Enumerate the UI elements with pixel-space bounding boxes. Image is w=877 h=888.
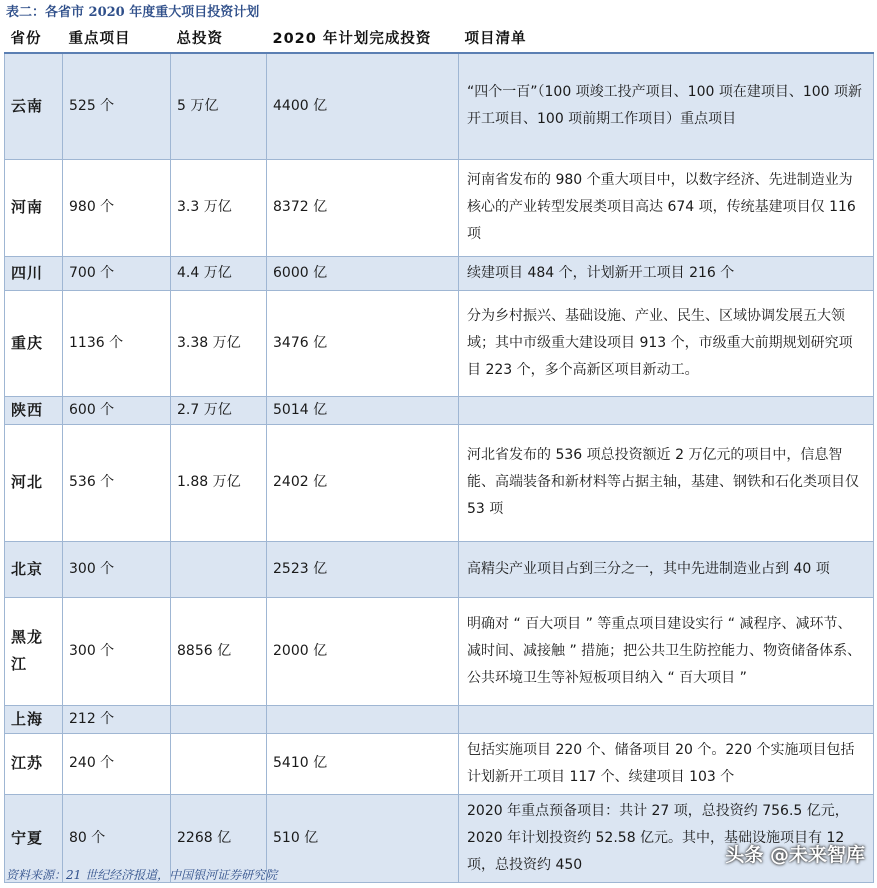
- cell-province: 陕西: [5, 396, 63, 424]
- cell-desc: 河南省发布的 980 个重大项目中，以数字经济、先进制造业为核心的产业转型发展类项目高达 674 项，传统基建项目仅 116 项: [459, 159, 874, 256]
- cell-total: 8856 亿: [171, 597, 267, 705]
- cell-desc: 河北省发布的 536 项总投资额近 2 万亿元的项目中，信息智能、高端装备和新材料等占据主轴，基建、钢铁和石化类项目仅 53 项: [459, 424, 874, 541]
- cell-province: 重庆: [5, 290, 63, 396]
- cell-plan2020: 2402 亿: [267, 424, 459, 541]
- cell-total: [171, 705, 267, 733]
- cell-plan2020: [267, 705, 459, 733]
- table-row: [5, 541, 874, 597]
- cell-desc: 2020 年重点预备项目：共计 27 项，总投资约 756.5 亿元，2020 年计划投资约 52.58 亿元。其中，基础设施项目有 12 项，总投资约 450: [459, 794, 874, 882]
- table-row: [5, 597, 874, 705]
- cell-total: 5 万亿: [171, 53, 267, 159]
- cell-plan2020: 4400 亿: [267, 53, 459, 159]
- cell-province: 江苏: [5, 733, 63, 794]
- cell-total: 2268 亿: [171, 794, 267, 882]
- cell-plan2020: 8372 亿: [267, 159, 459, 256]
- table-row: [5, 705, 874, 733]
- cell-plan2020: 5410 亿: [267, 733, 459, 794]
- cell-total: 4.4 万亿: [171, 256, 267, 290]
- cell-projects: 300 个: [63, 597, 171, 705]
- cell-total: [171, 733, 267, 794]
- header-projects: 重点项目: [63, 23, 171, 53]
- cell-desc: 分为乡村振兴、基础设施、产业、民生、区域协调发展五大领域；其中市级重大建设项目 913 个，市级重大前期规划研究项目 223 个，多个高新区项目新动工。: [459, 290, 874, 396]
- cell-province: 云南: [5, 53, 63, 159]
- cell-projects: 80 个: [63, 794, 171, 882]
- table-row: [5, 396, 874, 424]
- cell-projects: 240 个: [63, 733, 171, 794]
- cell-province: 河南: [5, 159, 63, 256]
- cell-total: 3.3 万亿: [171, 159, 267, 256]
- investment-table: [4, 23, 874, 883]
- cell-province: 上海: [5, 705, 63, 733]
- table-row: [5, 733, 874, 794]
- cell-projects: 1136 个: [63, 290, 171, 396]
- cell-desc: 高精尖产业项目占到三分之一，其中先进制造业占到 40 项: [459, 541, 874, 597]
- table-row: [5, 53, 874, 159]
- cell-projects: 600 个: [63, 396, 171, 424]
- cell-projects: 212 个: [63, 705, 171, 733]
- header-plan2020: 2020 年计划完成投资: [267, 23, 459, 53]
- cell-province: 四川: [5, 256, 63, 290]
- cell-total: [171, 541, 267, 597]
- cell-projects: 536 个: [63, 424, 171, 541]
- table-title: 表二：各省市 2020 年度重大项目投资计划: [6, 5, 260, 20]
- cell-plan2020: 510 亿: [267, 794, 459, 882]
- cell-desc: [459, 705, 874, 733]
- cell-total: 1.88 万亿: [171, 424, 267, 541]
- cell-plan2020: 2523 亿: [267, 541, 459, 597]
- cell-desc: 明确对 “ 百大项目 ” 等重点项目建设实行 “ 减程序、减环节、减时间、减接触 ” 措施；把公共卫生防控能力、物资储备体系、公共环境卫生等补短板项目纳入 “ 百大项目 ”: [459, 597, 874, 705]
- cell-province: 宁夏: [5, 794, 63, 882]
- table-header-row: [5, 23, 874, 53]
- cell-total: 3.38 万亿: [171, 290, 267, 396]
- cell-province: 黑龙江: [5, 597, 63, 705]
- header-province: 省份: [5, 23, 63, 53]
- cell-desc: [459, 396, 874, 424]
- header-total: 总投资: [171, 23, 267, 53]
- source-note: 资料来源：21 世纪经济报道，中国银河证券研究院: [6, 868, 278, 882]
- cell-projects: 980 个: [63, 159, 171, 256]
- cell-projects: 300 个: [63, 541, 171, 597]
- table-row: [5, 256, 874, 290]
- cell-province: 北京: [5, 541, 63, 597]
- cell-desc: 续建项目 484 个，计划新开工项目 216 个: [459, 256, 874, 290]
- cell-total: 2.7 万亿: [171, 396, 267, 424]
- cell-projects: 525 个: [63, 53, 171, 159]
- cell-plan2020: 3476 亿: [267, 290, 459, 396]
- cell-plan2020: 2000 亿: [267, 597, 459, 705]
- watermark: 头条 @未来智库: [725, 844, 865, 866]
- cell-plan2020: 5014 亿: [267, 396, 459, 424]
- cell-desc: “四个一百”（100 项竣工投产项目、100 项在建项目、100 项新开工项目、100 项前期工作项目）重点项目: [459, 53, 874, 159]
- cell-desc: 包括实施项目 220 个、储备项目 20 个。220 个实施项目包括计划新开工项目 117 个、续建项目 103 个: [459, 733, 874, 794]
- cell-plan2020: 6000 亿: [267, 256, 459, 290]
- table-row: [5, 424, 874, 541]
- cell-province: 河北: [5, 424, 63, 541]
- cell-projects: 700 个: [63, 256, 171, 290]
- table-row: [5, 290, 874, 396]
- header-desc: 项目清单: [459, 23, 874, 53]
- table-row: [5, 159, 874, 256]
